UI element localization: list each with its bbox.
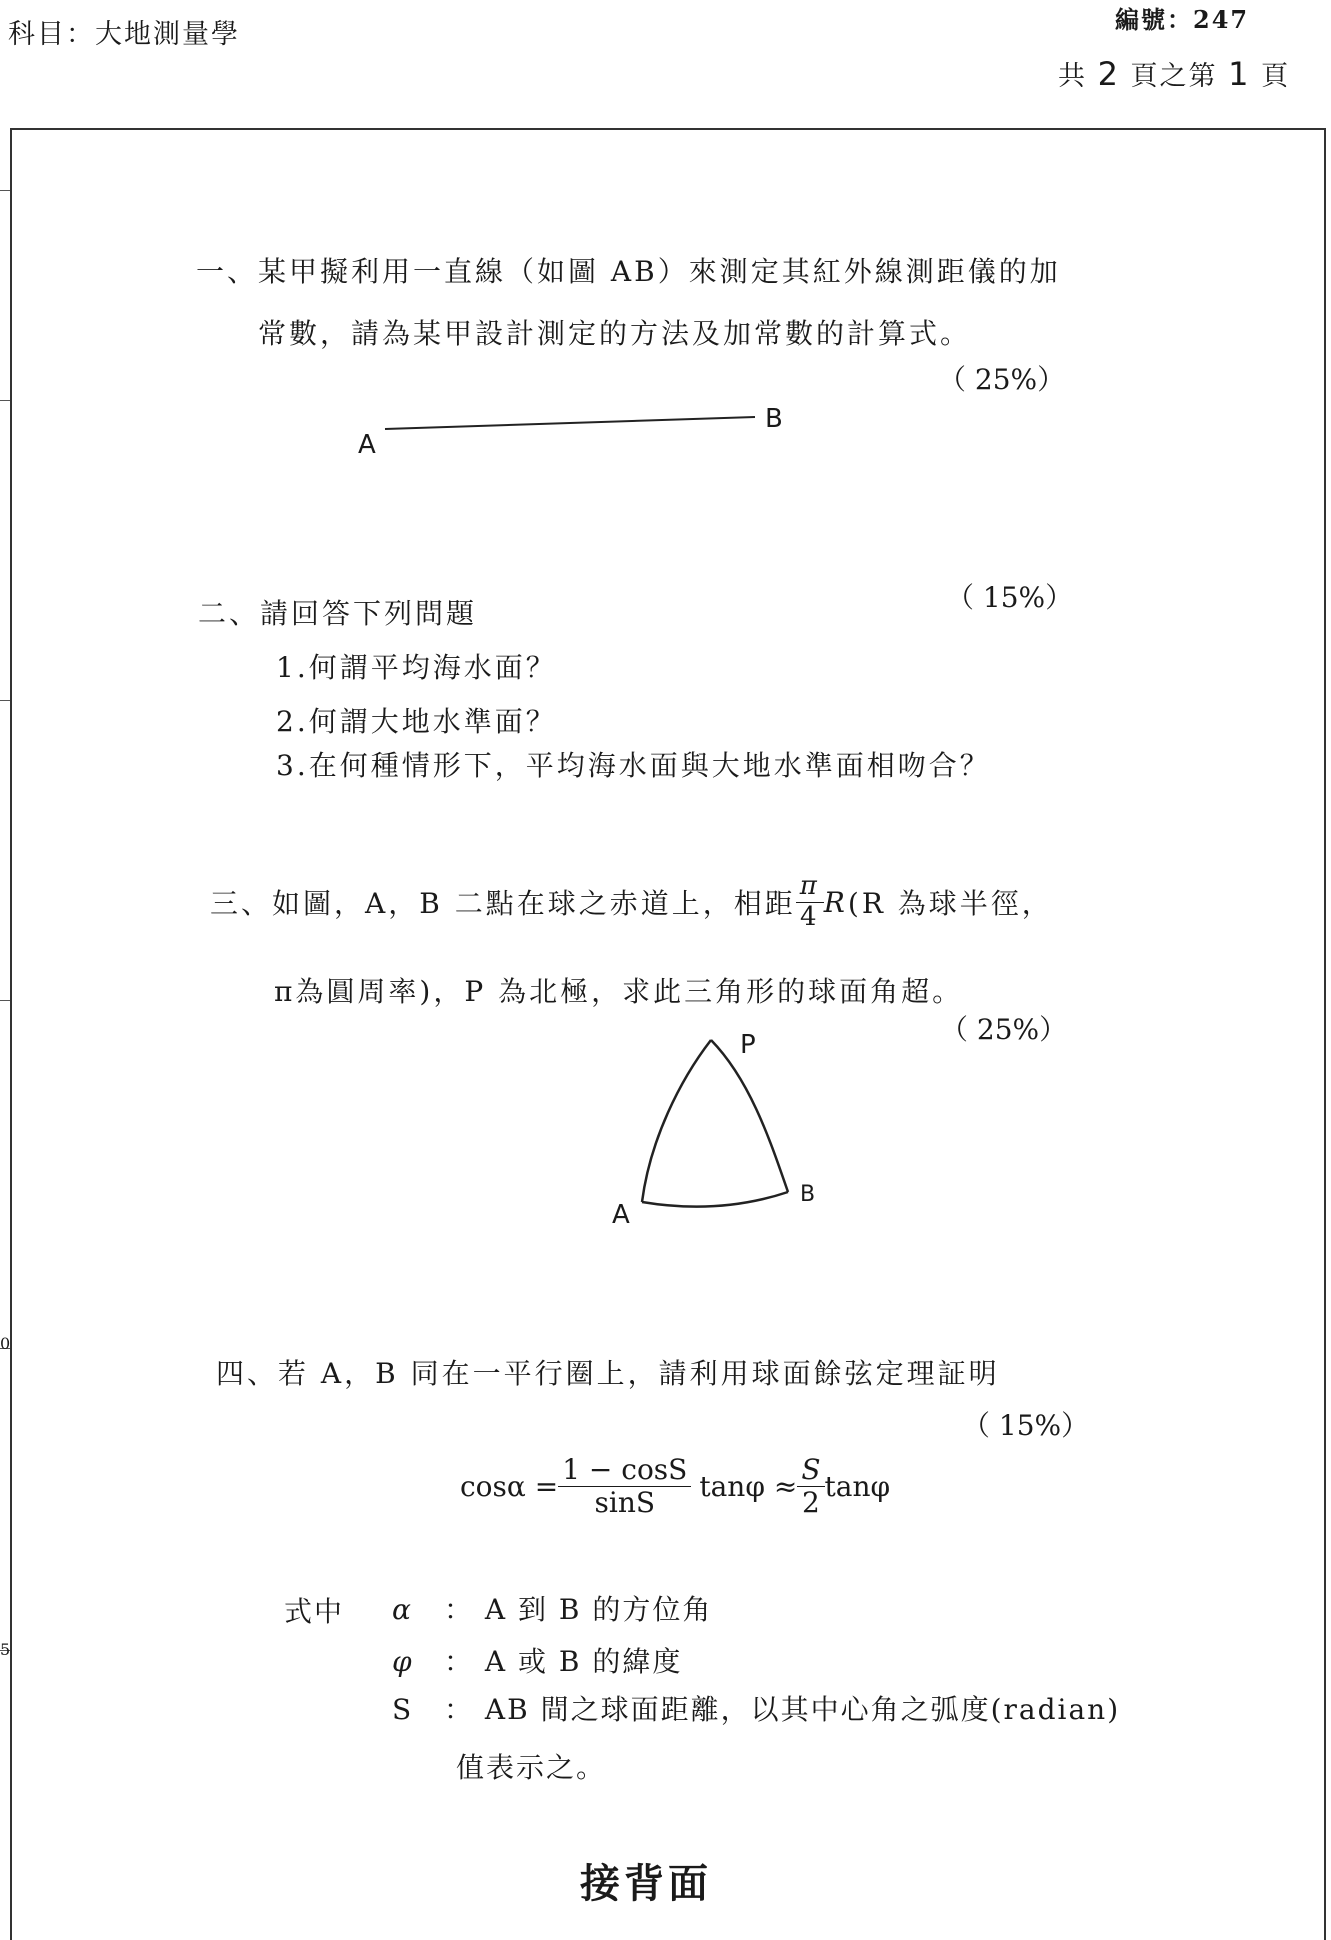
formula-frac-2	[797, 1454, 824, 1519]
page-current: 1	[1228, 55, 1251, 93]
arc-ab	[642, 1192, 788, 1207]
page-info-suffix: 頁	[1261, 61, 1291, 92]
q3-line1	[210, 872, 1053, 933]
def-symbol: φ	[392, 1645, 414, 1678]
q1-line1: 一、某甲擬利用一直線（如圖 AB）來測定其紅外線測距儀的加	[196, 255, 1061, 288]
margin-tick	[0, 190, 10, 191]
q3-label-a: A	[612, 1200, 630, 1230]
q4-formula	[460, 1454, 890, 1519]
formula-den-1: sinS	[594, 1486, 656, 1520]
formula-mid: tanφ ≈	[699, 1470, 798, 1504]
footer-turn-over: 接背面	[580, 1860, 712, 1907]
def-phi	[392, 1640, 682, 1680]
q3-label-p: P	[740, 1030, 756, 1060]
q3-line1-tail: (R 為球半徑，	[847, 887, 1053, 921]
margin-tick	[0, 400, 10, 401]
page-info-middle: 頁之第	[1130, 61, 1218, 92]
def-text: ： A 到 B 的方位角	[444, 1593, 713, 1626]
formula-num-1: 1 − cosS	[558, 1454, 691, 1487]
formula-den-2: 2	[801, 1486, 820, 1520]
q3-percent: （ 25%）	[940, 1013, 1068, 1046]
q1-label-a: A	[358, 430, 376, 460]
def-symbol: S	[392, 1693, 414, 1726]
def-alpha	[392, 1588, 712, 1628]
q3-fraction	[796, 872, 824, 933]
page-info	[1058, 54, 1290, 93]
def-s-continued: 值表示之。	[456, 1751, 607, 1784]
where-label: 式中	[284, 1595, 345, 1628]
formula-num-2: S	[797, 1454, 824, 1487]
page-total: 2	[1097, 55, 1120, 93]
def-text: ： A 或 B 的緯度	[444, 1645, 683, 1678]
margin-mark: 5	[0, 1640, 11, 1659]
arc-pb	[711, 1040, 788, 1192]
q3-frac-den: 4	[799, 901, 820, 932]
q1-line2: 常數，請為某甲設計測定的方法及加常數的計算式。	[258, 317, 972, 350]
margin-mark: 0	[0, 1334, 11, 1353]
q1-percent: （ 25%）	[938, 363, 1066, 396]
margin-tick	[0, 1000, 10, 1001]
margin-tick	[0, 700, 10, 701]
q2-item-3: 3.在何種情形下，平均海水面與大地水準面相吻合？	[276, 749, 991, 782]
page-info-prefix: 共	[1058, 61, 1087, 92]
def-symbol: α	[392, 1593, 413, 1626]
subject-title: 科目：大地測量學	[8, 19, 240, 50]
q4-percent: （ 15%）	[962, 1409, 1090, 1442]
q3-spherical-triangle	[620, 1020, 800, 1220]
q1-line-figure	[350, 400, 800, 470]
q3-line1-text: 三、如圖，A，B 二點在球之赤道上，相距	[210, 887, 796, 921]
q2-item-2: 2.何謂大地水準面？	[276, 705, 557, 738]
q2-percent: （ 15%）	[946, 581, 1074, 614]
q4-line1: 四、若 A，B 同在一平行圈上，請利用球面餘弦定理証明	[216, 1357, 1000, 1390]
q3-frac-num: π	[796, 872, 824, 903]
formula-frac-1	[558, 1454, 691, 1519]
q2-item-1: 1.何謂平均海水面？	[276, 651, 557, 684]
arc-ap	[642, 1040, 711, 1202]
def-s	[392, 1688, 1120, 1728]
formula-rhs: tanφ	[824, 1470, 891, 1504]
def-text: ： AB 間之球面距離，以其中心角之弧度(radian)	[444, 1693, 1121, 1726]
exam-code: 編號：247	[1115, 5, 1250, 34]
formula-lhs: cosα =	[460, 1470, 559, 1504]
q2-title: 二、請回答下列問題	[198, 597, 478, 630]
q1-label-b: B	[765, 404, 783, 434]
q3-line2: π為圓周率)，P 為北極，求此三角形的球面角超。	[274, 975, 964, 1008]
q3-radius-symbol: R	[823, 885, 848, 919]
q3-label-b: B	[800, 1182, 816, 1207]
line-ab	[385, 417, 755, 429]
